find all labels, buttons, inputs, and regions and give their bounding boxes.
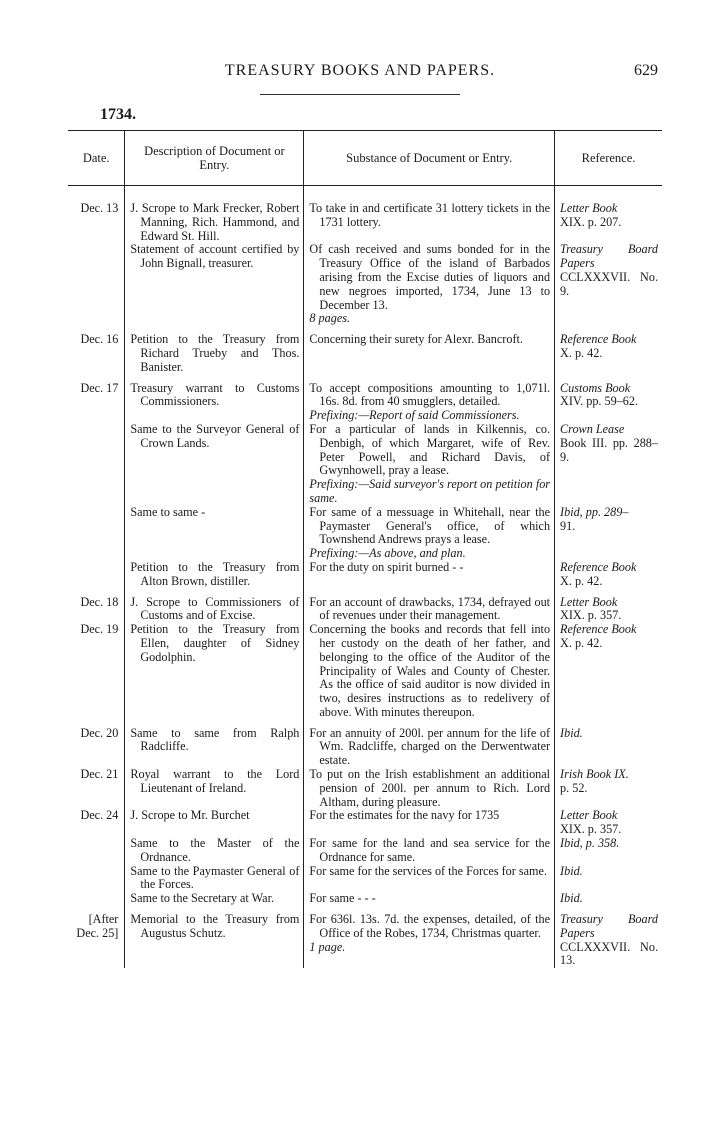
reference-title: Treasury Board Papers xyxy=(560,912,658,940)
table-row xyxy=(68,561,662,589)
entry-date: Dec. 19 xyxy=(80,622,119,637)
reference-title: Letter Book xyxy=(560,594,618,609)
entries-table xyxy=(68,130,662,968)
reference-title: Treasury Board Papers xyxy=(560,242,658,271)
entry-substance xyxy=(304,561,555,589)
reference-title: Letter Book xyxy=(560,808,618,823)
entry-substance-text: For an account of drawbacks, 1734, defrayed out of revenues under their management. xyxy=(309,594,551,623)
reference-title: Crown Lease xyxy=(560,421,625,436)
entry-description-text: Same to the Paymaster General of the Forces. xyxy=(130,863,300,892)
entry-date xyxy=(68,865,125,893)
reference-detail: X. p. 42. xyxy=(560,573,603,588)
entry-substance-text: To take in and certificate 31 lottery tickets in the 1731 lottery. xyxy=(309,201,551,229)
entry-substance-text: For the duty on spirit burned - - xyxy=(309,559,464,574)
entry-reference xyxy=(555,589,662,624)
table-row xyxy=(68,892,662,906)
entry-substance-text: To accept compositions amounting to 1,071l. 16s. 8d. from 40 smugglers, detailed. xyxy=(309,380,551,409)
entry-description-text: J. Scrope to Mr. Burchet xyxy=(130,808,250,823)
entry-substance-text: For same - - - xyxy=(309,891,376,906)
entry-date xyxy=(68,423,125,506)
entry-note: 8 pages. xyxy=(309,311,351,326)
table-row xyxy=(68,589,662,624)
entry-substance xyxy=(304,720,555,768)
entry-substance-text: For the estimates for the navy for 1735 xyxy=(309,808,500,823)
entry-substance-text: For 636l. 13s. 7d. the expenses, detailed, of the Office of the Robes, 1734, Christmas quarter. xyxy=(309,912,551,940)
entry-description xyxy=(125,906,304,968)
reference-detail: Book III. pp. 288–9. xyxy=(560,435,658,464)
entry-description xyxy=(125,326,304,374)
entry-date: Dec. 16 xyxy=(80,332,119,347)
entry-reference xyxy=(555,865,662,893)
table-row xyxy=(68,906,662,968)
table-header-row xyxy=(68,131,662,186)
reference-title: Reference Book xyxy=(560,622,637,637)
reference-detail: CCLXXXVII. No. 13. xyxy=(560,939,658,968)
entry-description xyxy=(125,561,304,589)
entry-substance xyxy=(304,589,555,624)
entry-reference xyxy=(555,720,662,768)
entry-description-text: Same to the Secretary at War. xyxy=(130,891,274,906)
entry-substance xyxy=(304,906,555,968)
entry-description-text: Statement of account certified by John Bignall, treasurer. xyxy=(130,242,300,271)
entry-description xyxy=(125,809,304,837)
entry-substance xyxy=(304,506,555,561)
entry-reference xyxy=(555,186,662,244)
entry-description xyxy=(125,720,304,768)
column-header-description: Description of Document or Entry. xyxy=(125,131,304,186)
entry-description xyxy=(125,375,304,423)
entry-substance-text: For an annuity of 200l. per annum for the life of Wm. Radcliffe, charged on the Derwentwater estate. xyxy=(309,725,551,768)
entry-reference xyxy=(555,423,662,506)
entry-description-text: Same to same - xyxy=(130,504,206,519)
entry-substance-text: Concerning the books and records that fell into her custody on the death of her father, and belonging to the office of the Auditor of the Principality of Wales and County of Chester. As the office of said auditor is now divided in two, desires instructions as to redelivery of above. With minutes thereupon. xyxy=(309,622,551,719)
reference-title: Ibid. xyxy=(560,725,583,740)
reference-title: Reference Book xyxy=(560,332,637,347)
entry-description xyxy=(125,768,304,809)
entry-reference xyxy=(555,768,662,809)
entry-substance-text: For same for the land and sea service for the Ordnance for same. xyxy=(309,836,551,864)
entry-description xyxy=(125,892,304,906)
table-row xyxy=(68,243,662,326)
entry-description-text: J. Scrope to Mark Frecker, Robert Manning, Rich. Hammond, and Edward St. Hill. xyxy=(130,201,300,243)
table-row xyxy=(68,623,662,720)
entry-reference xyxy=(555,506,662,561)
entry-description xyxy=(125,837,304,865)
entry-description xyxy=(125,506,304,561)
entry-date xyxy=(68,561,125,589)
entry-substance-text: To put on the Irish establishment an additional pension of 200l. per annum to Rich. Lord Altham, during pleasure. xyxy=(309,767,551,809)
running-head: TREASURY BOOKS AND PAPERS. xyxy=(224,62,496,79)
entry-reference xyxy=(555,561,662,589)
entry-description xyxy=(125,589,304,624)
column-header-date: Date. xyxy=(68,131,125,186)
entry-description xyxy=(125,865,304,893)
entry-substance xyxy=(304,423,555,506)
entry-substance xyxy=(304,243,555,326)
entry-description-text: Same to the Surveyor General of Crown Lands. xyxy=(130,421,300,450)
reference-detail: XIV. pp. 59–62. xyxy=(560,394,639,409)
reference-detail: XIX. p. 207. xyxy=(560,214,622,229)
entry-description-text: Petition to the Treasury from Richard Trueby and Thos. Banister. xyxy=(130,332,300,374)
reference-detail: XIX. p. 357. xyxy=(560,822,622,837)
entry-reference xyxy=(555,326,662,374)
table-row xyxy=(68,865,662,893)
table-row xyxy=(68,809,662,837)
entry-description-text: Petition to the Treasury from Alton Brown, distiller. xyxy=(130,559,300,588)
reference-detail: CCLXXXVII. No. 9. xyxy=(560,269,658,298)
entry-date: [After Dec. 25] xyxy=(76,912,119,940)
header-rule xyxy=(260,94,460,95)
entry-description-text: Same to the Master of the Ordnance. xyxy=(130,836,300,864)
table-row xyxy=(68,186,662,244)
entry-substance xyxy=(304,892,555,906)
entry-description xyxy=(125,186,304,244)
entry-substance xyxy=(304,865,555,893)
entry-date xyxy=(68,506,125,561)
reference-title: Ibid. xyxy=(560,863,583,878)
table-row xyxy=(68,768,662,809)
entry-date xyxy=(68,892,125,906)
entry-reference xyxy=(555,892,662,906)
entry-substance xyxy=(304,837,555,865)
entry-substance-text: Concerning their surety for Alexr. Bancroft. xyxy=(309,332,523,347)
reference-title: Letter Book xyxy=(560,201,618,215)
reference-detail: XIX. p. 357. xyxy=(560,608,622,623)
entry-description xyxy=(125,423,304,506)
table-row xyxy=(68,720,662,768)
table-row xyxy=(68,506,662,561)
entry-date: Dec. 18 xyxy=(80,594,119,609)
entry-description-text: J. Scrope to Commissioners of Customs and of Excise. xyxy=(130,594,300,623)
reference-title: Ibid, pp. 289– xyxy=(560,504,629,519)
reference-detail: X. p. 42. xyxy=(560,345,603,360)
table-row xyxy=(68,837,662,865)
entry-reference xyxy=(555,375,662,423)
reference-title: Reference Book xyxy=(560,559,637,574)
entry-substance xyxy=(304,326,555,374)
year-heading: 1734. xyxy=(100,106,136,123)
table-row xyxy=(68,375,662,423)
reference-title: Customs Book xyxy=(560,380,631,395)
entry-date xyxy=(68,837,125,865)
entry-date xyxy=(68,243,125,326)
entry-reference xyxy=(555,837,662,865)
column-header-substance: Substance of Document or Entry. xyxy=(304,131,555,186)
entry-description xyxy=(125,623,304,720)
reference-title: Ibid. xyxy=(560,891,583,906)
entry-description-text: Treasury warrant to Customs Commissioners. xyxy=(130,380,300,409)
page-number: 629 xyxy=(634,62,658,79)
entry-description-text: Same to same from Ralph Radcliffe. xyxy=(130,725,300,754)
reference-detail: 91. xyxy=(560,518,576,533)
entry-reference xyxy=(555,906,662,968)
entry-substance-text: For same of a messuage in Whitehall, near the Paymaster General's office, of which Townshend Andrews prays a lease. xyxy=(309,504,551,547)
entry-description-text: Memorial to the Treasury from Augustus Schutz. xyxy=(130,912,300,940)
entry-description xyxy=(125,243,304,326)
entry-substance-text: Of cash received and sums bonded for in the Treasury Office of the island of Barbados arising from the Excise duties of liquors and new negroes imported, 1734, June 13 to December 13. xyxy=(309,242,551,312)
entry-description-text: Petition to the Treasury from Ellen, daughter of Sidney Godolphin. xyxy=(130,622,300,664)
column-header-reference: Reference. xyxy=(555,131,662,186)
table-row xyxy=(68,423,662,506)
entry-substance xyxy=(304,623,555,720)
entry-note: Prefixing:—Report of said Commissioners. xyxy=(309,408,520,423)
entry-note: Prefixing:—Said surveyor's report on petition for same. xyxy=(309,477,551,505)
entry-date: Dec. 13 xyxy=(80,201,119,215)
entry-date: Dec. 24 xyxy=(80,808,119,823)
entry-note: Prefixing:—As above, and plan. xyxy=(309,546,466,561)
entry-reference xyxy=(555,809,662,837)
entry-date: Dec. 20 xyxy=(80,725,119,740)
entry-reference xyxy=(555,243,662,326)
entry-date: Dec. 17 xyxy=(80,380,119,395)
entry-substance-text: For same for the services of the Forces for same. xyxy=(309,863,547,878)
table-row xyxy=(68,326,662,374)
entry-substance xyxy=(304,768,555,809)
entry-date: Dec. 21 xyxy=(80,767,119,782)
reference-title: Ibid, p. 358. xyxy=(560,836,620,851)
entry-note: 1 page. xyxy=(309,939,346,954)
entry-substance xyxy=(304,186,555,244)
entry-reference xyxy=(555,623,662,720)
entry-substance xyxy=(304,809,555,837)
entry-substance xyxy=(304,375,555,423)
reference-title: Irish Book IX. xyxy=(560,767,629,782)
reference-detail: X. p. 42. xyxy=(560,635,603,650)
entry-description-text: Royal warrant to the Lord Lieutenant of Ireland. xyxy=(130,767,300,795)
entry-substance-text: For a particular of lands in Kilkennis, co. Denbigh, of which Margaret, wife of Rev. Peter Powell, and Richard Davis, of Gwynhowell, pray a lease. xyxy=(309,421,551,478)
reference-detail: p. 52. xyxy=(560,780,588,795)
